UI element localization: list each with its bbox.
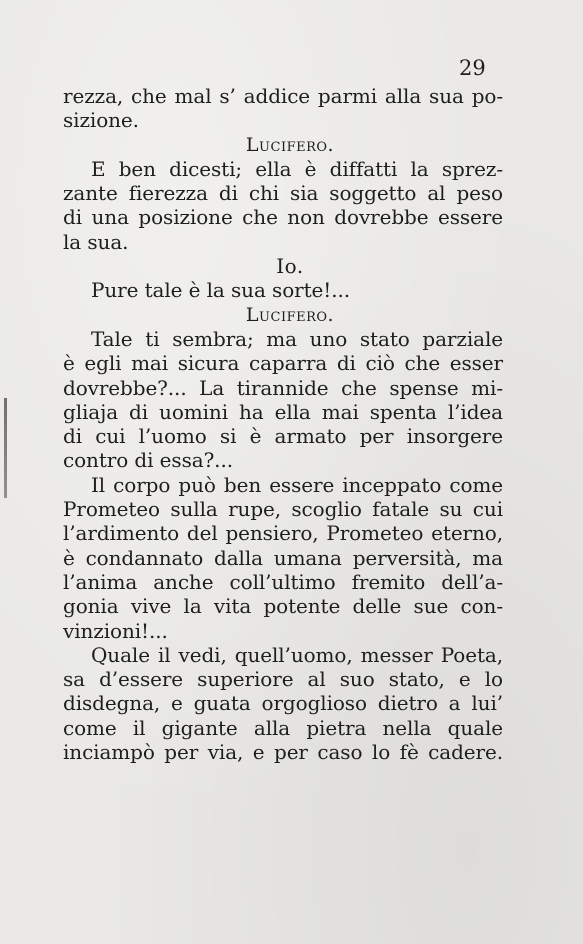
text-line: di cui l’uomo si è armato per insorgere [63,424,503,449]
margin-mark [4,398,7,498]
text-line: rezza, che mal s’ addice parmi alla sua po- [63,84,503,108]
speaker-heading: Io. [276,254,304,279]
text-line: di una posizione che non dovrebbe essere [63,205,503,230]
text-line: inciampò per via, e per caso lo fè cadere. [63,740,503,765]
text-line: Tale ti sembra; ma uno stato parziale [91,326,503,351]
text-line: disdegna, e guata orgoglioso dietro a lui’ [63,691,503,716]
text-line: contro di essa?... [63,448,233,473]
text-line: l’ardimento del pensiero, Prometeo eterno, [63,521,503,546]
text-block [63,84,503,764]
text-line: Prometeo sulla rupe, scoglio fatale su cui [63,497,503,522]
text-line: Pure tale è la sua sorte!... [91,278,350,303]
page-number: 29 [459,56,486,80]
text-line: la sua. [63,229,129,254]
text-line: gliaja di uomini ha ella mai spenta l’idea [63,399,503,424]
text-line: dovrebbe?... La tirannide che spense mi- [63,375,503,400]
text-line: vinzioni!... [63,618,168,643]
speaker-heading: Lucifero. [245,133,335,156]
paragraph-4 [63,327,503,473]
text-line: zante fierezza di chi sia soggetto al peso [63,181,503,206]
text-line: è egli mai sicura caparra di ciò che esser [63,351,503,376]
text-line: Quale il vedi, quell’uomo, messer Poeta, [91,642,503,667]
paragraph-3 [63,278,503,302]
paragraph-5 [63,473,503,643]
text-line: l’anima anche coll’ultimo fremito dell’a- [63,569,503,594]
text-line: Il corpo può ben essere inceppato come [91,472,503,497]
text-line: è condannato dalla umana perversità, ma [63,545,503,570]
text-line: sizione. [63,108,139,133]
paragraph-2 [63,157,503,254]
text-line: sa d’essere superiore al suo stato, e lo [63,667,503,692]
paragraph-1 [63,84,503,133]
speaker-heading: Lucifero. [245,303,335,326]
text-line: gonia vive la vita potente delle sue con- [63,594,503,619]
text-line: come il gigante alla pietra nella quale [63,715,503,740]
text-line: E ben dicesti; ella è diffatti la sprez- [91,156,503,181]
paragraph-6 [63,643,503,764]
